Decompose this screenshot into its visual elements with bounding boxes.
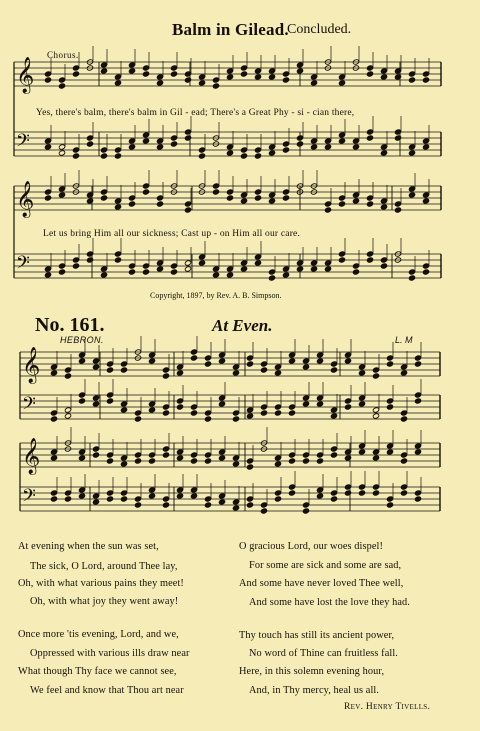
verse-2-line-3: What though Thy face we cannot see,	[18, 666, 177, 677]
verse-1-line-3: Oh, with what various pains they meet!	[18, 578, 184, 589]
tune-name: HEBRON.	[60, 335, 104, 345]
top-lyric-line-2: Let us bring Him all our sickness; Cast up - on Him all our care.	[43, 229, 301, 239]
verse-2-line-2: Oppressed with various ills draw near	[30, 648, 190, 659]
hymn-author: Rev. Henry Tivells.	[344, 702, 431, 712]
chorus-label: Chorus.	[47, 50, 79, 60]
top-song-title: Balm in Gilead.	[172, 20, 289, 39]
svg-text:𝄞: 𝄞	[16, 181, 35, 217]
verse-4-line-4: And, in Thy mercy, heal us all.	[249, 685, 380, 696]
verse-3-line-4: And some have lost the love they had.	[249, 597, 410, 608]
svg-text:𝄞: 𝄞	[22, 438, 41, 474]
svg-text:𝄢: 𝄢	[22, 486, 36, 511]
meter-label: L. M	[395, 335, 413, 345]
svg-text:𝄞: 𝄞	[16, 57, 35, 93]
verse-4-line-3: Here, in this solemn evening hour,	[239, 666, 385, 677]
top-song-subtitle: Concluded.	[287, 22, 352, 37]
verse-3-line-1: O gracious Lord, our woes dispel!	[239, 541, 383, 552]
copyright-notice: Copyright, 1897, by Rev. A. B. Simpson.	[150, 291, 282, 300]
verse-3-line-2: For some are sick and some are sad,	[249, 560, 402, 571]
verse-1-line-2: The sick, O Lord, around Thee lay,	[30, 561, 178, 572]
svg-text:𝄢: 𝄢	[22, 394, 36, 419]
verse-4-line-2: No word of Thine can fruitless fall.	[249, 648, 398, 659]
verse-2-line-4: We feel and know that Thou art near	[30, 685, 184, 696]
hymn-title: At Even.	[212, 316, 273, 335]
verse-1-line-4: Oh, with what joy they went away!	[30, 596, 179, 607]
verse-3-line-3: And some have never loved Thee well,	[239, 578, 404, 589]
hymn-number: No. 161.	[35, 314, 105, 336]
verse-4-line-1: Thy touch has still its ancient power,	[239, 630, 395, 641]
verse-2-line-1: Once more 'tis evening, Lord, and we,	[18, 629, 179, 640]
verse-1-line-1: At evening when the sun was set,	[18, 541, 159, 552]
svg-text:𝄢: 𝄢	[16, 253, 30, 278]
svg-text:𝄞: 𝄞	[22, 347, 41, 383]
svg-text:𝄢: 𝄢	[16, 131, 30, 156]
top-lyric-line-1: Yes, there's balm, there's balm in Gil - ead; There's a Great Phy - si - cian there,	[36, 108, 355, 118]
